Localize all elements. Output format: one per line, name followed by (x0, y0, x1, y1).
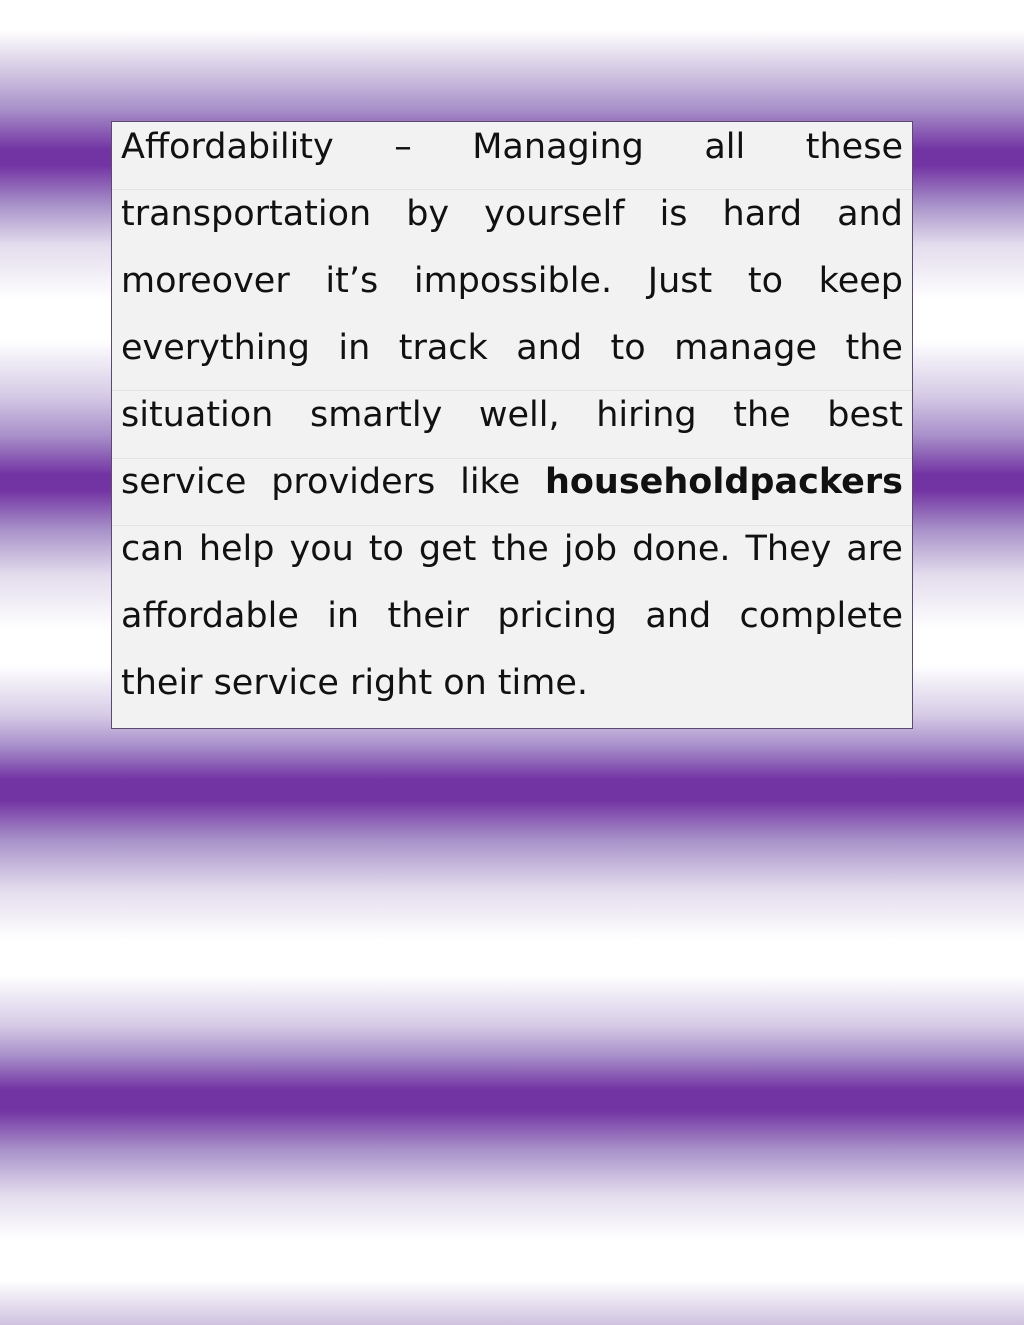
paragraph-word: in (338, 328, 371, 368)
paragraph-line (121, 256, 903, 323)
paragraph-word: transportation (121, 194, 372, 234)
paragraph-word: is (659, 194, 688, 234)
paragraph-word: their (121, 663, 203, 703)
paragraph-word: the (491, 529, 549, 569)
paragraph-word: They (745, 529, 832, 569)
paragraph-word: and (516, 328, 583, 368)
paragraph-word: best (827, 395, 903, 435)
paragraph-word: get (418, 529, 477, 569)
paragraph-word: Affordability (121, 127, 334, 167)
paragraph-word: Managing (472, 127, 644, 167)
paragraph-word: like (460, 462, 521, 502)
brand-name: householdpackers (544, 462, 903, 502)
paragraph-line (121, 189, 903, 256)
paragraph-word: situation (121, 395, 274, 435)
paragraph-word: yourself (484, 194, 625, 234)
paragraph-word: – (394, 127, 412, 167)
paragraph-word: service (121, 462, 247, 502)
paragraph-word: hard (722, 194, 803, 234)
paragraph-word: job (563, 529, 618, 569)
paragraph-word: to (610, 328, 646, 368)
paragraph-word: all (704, 127, 746, 167)
paragraph-line (121, 658, 903, 725)
paragraph-word: well, (478, 395, 560, 435)
paragraph-word: affordable (121, 596, 299, 636)
paragraph-word: time. (497, 663, 588, 703)
paragraph-line (121, 591, 903, 658)
paragraph-word: complete (739, 596, 903, 636)
paragraph-word: hiring (596, 395, 697, 435)
paragraph-word: right (349, 663, 433, 703)
paragraph-word: to (747, 261, 784, 301)
paragraph-word: moreover (121, 261, 290, 301)
paragraph-word: the (845, 328, 903, 368)
paragraph-word: help (198, 529, 275, 569)
paragraph-word: done. (632, 529, 731, 569)
paragraph-word: smartly (309, 395, 443, 435)
text-box (111, 121, 913, 729)
paragraph-word: on (443, 663, 487, 703)
paragraph-word: their (387, 596, 469, 636)
paragraph-word: you (289, 529, 354, 569)
paragraph-line (121, 524, 903, 591)
paragraph-word: Just (647, 261, 713, 301)
paragraph-word: service (213, 663, 339, 703)
paragraph-word: in (327, 596, 360, 636)
paragraph-word: keep (818, 261, 903, 301)
paragraph-line (121, 122, 903, 189)
paragraph-word: the (733, 395, 791, 435)
paragraph-word: manage (674, 328, 818, 368)
paragraph-word: and (645, 596, 712, 636)
paragraph-word: to (368, 529, 404, 569)
paragraph-line (121, 390, 903, 457)
paragraph-word: it’s (325, 261, 379, 301)
paragraph-word: are (846, 529, 903, 569)
paragraph-word: providers (271, 462, 436, 502)
paragraph-word: and (837, 194, 903, 234)
paragraph-word: track (398, 328, 488, 368)
paragraph-line (121, 323, 903, 390)
paragraph-word: can (121, 529, 184, 569)
paragraph-line (121, 457, 903, 524)
paragraph-word: impossible. (413, 261, 613, 301)
paragraph-word: everything (121, 328, 310, 368)
paragraph-word: pricing (497, 596, 618, 636)
paragraph-word: these (805, 127, 903, 167)
paragraph-word: by (406, 194, 450, 234)
